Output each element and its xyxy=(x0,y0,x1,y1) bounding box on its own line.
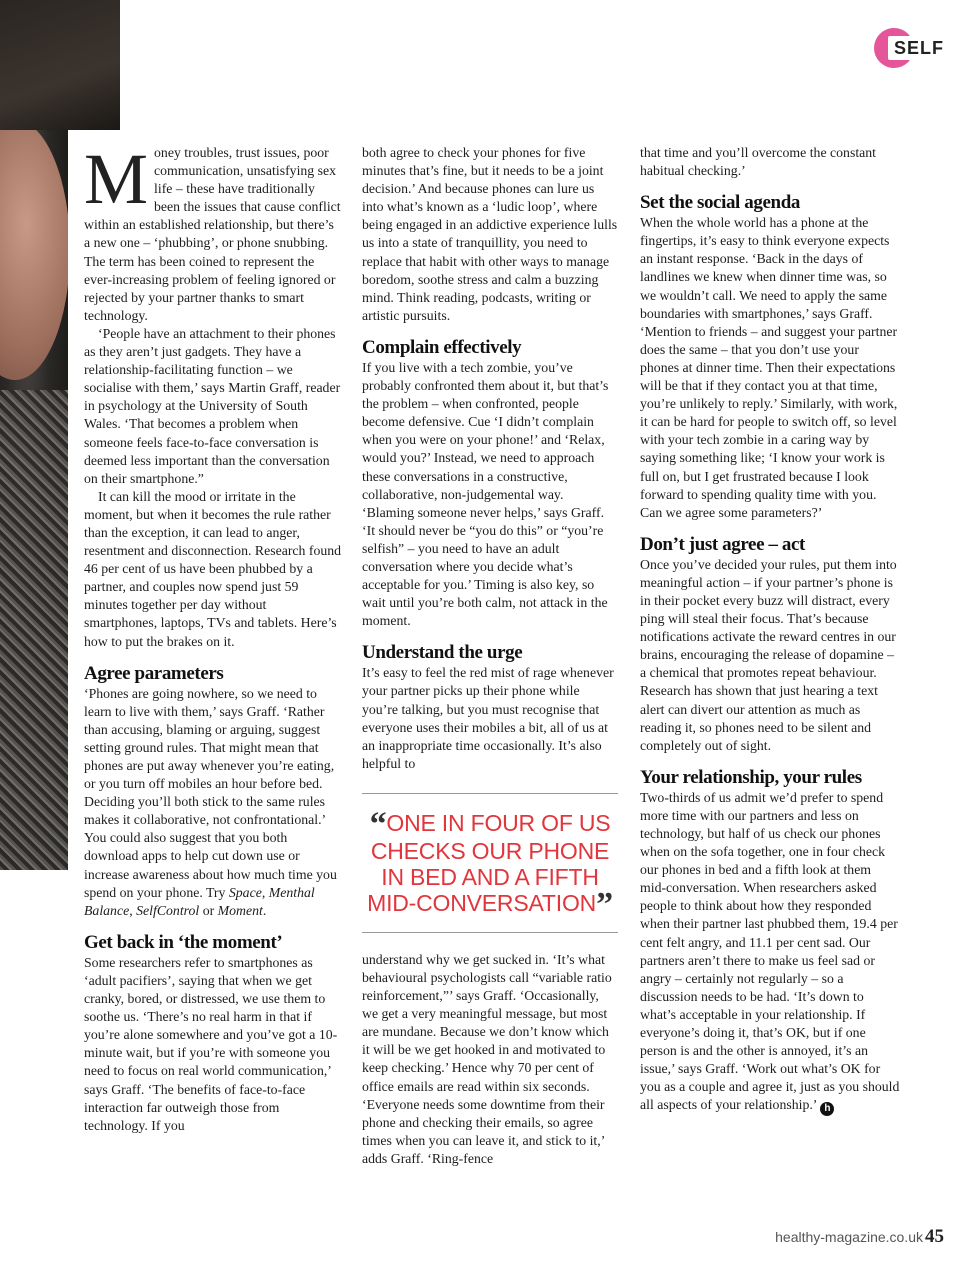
intro-text: oney troubles, trust issues, poor communication, unsatisfying sex life – these have traditionally been the issues that cause conflict within an established relationship, but there’s a new one – ‘phubbing’, or phone snubbing. The term has been coined to represent the ever-increasing problem of feeling ignored or rejected by your partner thanks to smart technology. xyxy=(84,145,341,323)
intro-paragraph xyxy=(84,139,342,325)
website-url: healthy-magazine.co.uk xyxy=(775,1229,923,1245)
subheading-your-relationship-your-rules: Your relationship, your rules xyxy=(640,766,862,788)
subheading-dont-just-agree-act: Don’t just agree – act xyxy=(640,533,805,555)
photo-strip xyxy=(0,0,68,870)
subheading-get-back-in-the-moment: Get back in ‘the moment’ xyxy=(84,931,283,953)
page-number: 45 xyxy=(925,1226,944,1247)
photo-top xyxy=(0,0,120,130)
column-1 xyxy=(84,139,342,1135)
column-3 xyxy=(640,144,900,1116)
paragraph: Once you’ve decided your rules, put them into meaningful action – if your partner’s phone is in their pocket every buzz will distract, every ping will steal their focus. That’s because notifications activate the reward centres in our brains, encouraging the release of dopamine – a chemical that promotes repeat behaviour. Research has shown that just hearing a text alert can divert our attention as much as reading it, so phones need to be silent and completely out of sight. xyxy=(640,556,897,753)
separator: or xyxy=(199,902,218,918)
paragraph xyxy=(640,789,900,1117)
subheading-set-the-social-agenda: Set the social agenda xyxy=(640,192,800,214)
drop-cap: M xyxy=(84,139,149,219)
paragraph: understand why we get sucked in. ‘It’s what behavioural psychologists call “variable ratio reinforcement,”’ says Graff. ‘Occasionally, we get a very meaningful message, but most are mundane. Because we don’t know which it will be we get hooked in and motivated to keep checking.’ Hence why 70 per cent of office emails are read within six seconds. ‘Everyone needs some downtime from their phone and checking their emails, so agree times when you can leave it, and stick to it,’ adds Graff. ‘Ring-fence xyxy=(362,951,612,1166)
close-quote-mark: ” xyxy=(596,885,613,923)
separator: . xyxy=(262,902,267,918)
pull-quote xyxy=(362,793,618,933)
paragraph-text: ‘Phones are going nowhere, so we need to learn to live with them,’ says Graff. ‘Rather than accusing, blaming or arguing, suggest setting ground rules. That might mean that phones are put away whenever you’re eating, or you turn off mobiles an hour before bed. Deciding you’ll both stick to the same rules makes it collaborative, not confrontational.’ You could also suggest that you both download apps to help cut down use or increase awareness about how much time you spend on your phone. Try xyxy=(84,685,337,900)
app-name: Menthal Balance xyxy=(84,884,315,918)
paragraph: that time and you’ll overcome the constant habitual checking.’ xyxy=(640,145,877,179)
pull-quote-text: ONE IN FOUR OF US CHECKS OUR PHONE IN BED AND A FIFTH MID-CONVERSATION xyxy=(367,809,611,916)
app-name: Moment xyxy=(217,902,263,918)
paragraph xyxy=(84,685,342,920)
paragraph: It can kill the mood or irritate in the moment, but when it becomes the rule rather than the exception, it can lead to anger, resentment and disconnection. Research found 46 per cent of us have been phubbed by a partner, and couples now spend just 59 minutes together per day without smartphones, laptops, TVs and tablets. Here’s how to put the brakes on it. xyxy=(84,488,342,649)
end-mark-icon: h xyxy=(820,1102,834,1116)
paragraph: ‘People have an attachment to their phones as they aren’t just gadgets. They have a relationship-facilitating function – we socialise with them,’ says Martin Graff, reader in psychology at the University of South Wales. ‘That becomes a problem when someone feels face-to-face conversation is deemed less important than the conversation on their smartphone.” xyxy=(84,325,341,486)
subheading-understand-the-urge: Understand the urge xyxy=(362,642,523,664)
paragraph: both agree to check your phones for five minutes that’s fine, but it needs to be a joint decision.’ And because phones can lure us into what’s known as a ‘ludic loop’, where being engaged in an addictive experience lulls us into a state of tranquillity, you need to replace that habit with other ways to manage boredom, soothe stress and calm a buzzing mind. Think reading, podcasts, writing or artistic pursuits. xyxy=(362,145,618,323)
paragraph: It’s easy to feel the red mist of rage whenever your partner picks up their phone while you’re talking, but you must recognise that everyone uses their mobiles a bit, all of us at an inappropriate time occasionally. It’s also helpful to xyxy=(362,665,614,771)
app-name: SelfControl xyxy=(136,902,200,918)
paragraph: When the whole world has a phone at the fingertips, it’s easy to think everyone expects an instant response. ‘Back in the days of landlines we knew when dinner time was, so we wouldn’t call. We need to apply the same boundaries with smartphones,’ says Graff. ‘Mention to friends – and suggest your partner does the same – that you don’t use your phones at dinner time. Then their expectations will be that if they contact you at that time, you’re unlikely to reply.’ Similarly, with work, it can be hard for people to switch off, so level with your tech zombie in a caring way by saying something like; ‘I know your work is full on, but I get frustrated because I look forward to spending quality time with you. Can we agree some parameters?’ xyxy=(640,215,898,520)
paragraph: If you live with a tech zombie, you’ve probably confronted them about it, but that’s the problem – when confronted, people become defensive. Cue ‘I didn’t complain when you were on your phone!’ and ‘Relax, would you?’ Instead, we need to approach these conversations in a constructive, collaborative, non-judgemental way. ‘Blaming someone never helps,’ says Graff. ‘It should never be “you do this” or “you’re selfish” – you need to have an adult conversation where you decide what’s acceptable for you.’ Timing is also key, so wait until you’re both calm, not attack in the moment. xyxy=(362,359,609,629)
section-tag: SELF xyxy=(888,36,960,60)
column-2 xyxy=(362,144,618,1168)
paragraph: Some researchers refer to smartphones as ‘adult pacifiers’, saying that when we get cranky, bored, or distressed, we use them to soothe us. ‘There’s no real harm in that if you’re alone somewhere and you’ve got a 10-minute wait, but if you’re with someone you need to focus on real world communication,’ says Graff. ‘The benefits of face-to-face interaction far outweigh those from technology. If you xyxy=(84,954,338,1133)
paragraph-text: Two-thirds of us admit we’d prefer to spend more time with our partners and less on technology, but half of us check our phones when on the sofa together, one in four check our phones in bed and a fifth look at them mid-conversation. When researchers asked people to think about how they responded when their partner last phubbed them, 19.4 per cent felt angry, and 11.1 per cent sad. Our partners aren’t there to make us feel sad or angry – certainly not regularly – so a discussion needs to be had. ‘It’s down to what’s acceptable in your relationship. If everyone’s doing it, that’s OK, but if one person is and the other is annoyed, it’s an issue,’ says Graff. ‘Work out what’s OK for you as a couple and agree it, just as you should all aspects of your relationship.’ xyxy=(640,789,900,1113)
subheading-complain-effectively: Complain effectively xyxy=(362,336,522,358)
subheading-agree-parameters: Agree parameters xyxy=(84,662,224,684)
separator: , xyxy=(261,884,269,900)
page-footer xyxy=(775,1226,944,1248)
separator: , xyxy=(129,902,137,918)
app-name: Space xyxy=(228,884,262,900)
open-quote-mark: “ xyxy=(369,805,387,843)
